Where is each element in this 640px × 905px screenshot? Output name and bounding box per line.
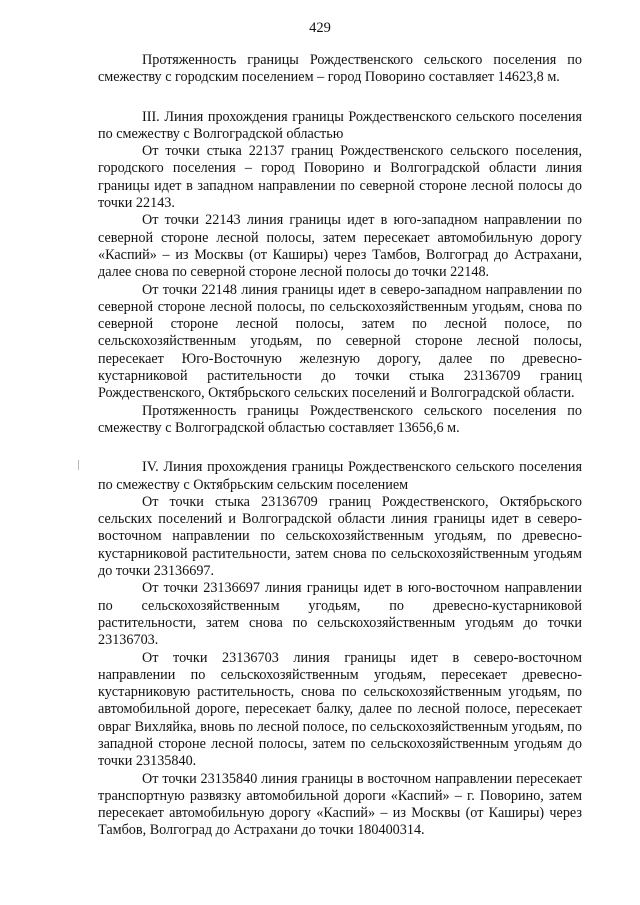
document-body <box>98 52 582 840</box>
paragraph-point-23135840: От точки 23135840 линия границы в восточном направлении пересекает транспортную развязку автомобильной дороги «Каспий» – г. Поворино, затем пересекает автомобильную дорогу «Каспий» – из Москвы (от Каширы) через Тамбов, Волгоград до Астрахани до точки 180400314. <box>98 770 582 839</box>
paragraph-point-22148: От точки 22148 линия границы идет в северо-западном направлении по северной стороне лесной полосы, по сельскохозяйственным угодьям, снова по северной стороне лесной полосы, затем по лесной полосе, по сельскохозяйственным угодьям, по северной стороне лесной полосы, пересекает Юго-Восточную железную дорогу, далее по древесно-кустарниковой растительности до точки стыка 23136709 границ Рождественского, Октябрьского сельских поселений и Волгоградской области. <box>98 281 582 402</box>
page-number: 429 <box>309 20 331 36</box>
paragraph-point-23136703: От точки 23136703 линия границы идет в северо-восточном направлении по сельскохозяйственным угодьям, пересекает древесно-кустарниковую растительность, снова по сельскохозяйственным угодьям, по автомобильной дороге, пересекает балку, далее по лесной полосе, пересекает овраг Вихляйка, вновь по лесной полосе, по сельскохозяйственным угодьям, по западной стороне лесной полосы, затем по сельскохозяйственным угодьям до точки 23135840. <box>98 649 582 770</box>
section-heading-iii: III. Линия прохождения границы Рождественского сельского поселения по смежеству с Волгоградской областью <box>98 108 582 142</box>
paragraph-length-volgograd: Протяженность границы Рождественского сельского поселения по смежеству с Волгоградской областью составляет 13656,6 м. <box>98 402 582 436</box>
scan-artifact <box>78 460 79 470</box>
paragraph-point-22143: От точки 22143 линия границы идет в юго-западном направлении по северной стороне лесной полосы, затем пересекает автомобильную дорогу «Каспий» – из Москвы (от Каширы) через Тамбов, Волгоград до Астрахани, далее снова по северной стороне лесной полосы до точки 22148. <box>98 212 582 281</box>
paragraph-length-povorino: Протяженность границы Рождественского сельского поселения по смежеству с городским поселением – город Поворино составляет 14623,8 м. <box>98 52 582 86</box>
paragraph-point-23136709: От точки стыка 23136709 границ Рождественского, Октябрьского сельских поселений и Волгоградской области линия границы идет в северо-восточном направлении по сельскохозяйственным угодьям, по древесно-кустарниковой растительности, затем снова по сельскохозяйственным угодьям до точки 23136697. <box>98 493 582 580</box>
paragraph-point-22137: От точки стыка 22137 границ Рождественского сельского поселения, городского поселения – город Поворино и Волгоградской области линия границы идет в западном направлении по северной стороне лесной полосы до точки 22143. <box>98 143 582 212</box>
section-heading-iv: IV. Линия прохождения границы Рождественского сельского поселения по смежеству с Октябрьским сельским поселением <box>98 459 582 493</box>
paragraph-point-23136697: От точки 23136697 линия границы идет в юго-восточном направлении по сельскохозяйственным угодьям, по древесно-кустарниковой растительности, затем снова по сельскохозяйственным угодьям до точки 23136703. <box>98 580 582 649</box>
